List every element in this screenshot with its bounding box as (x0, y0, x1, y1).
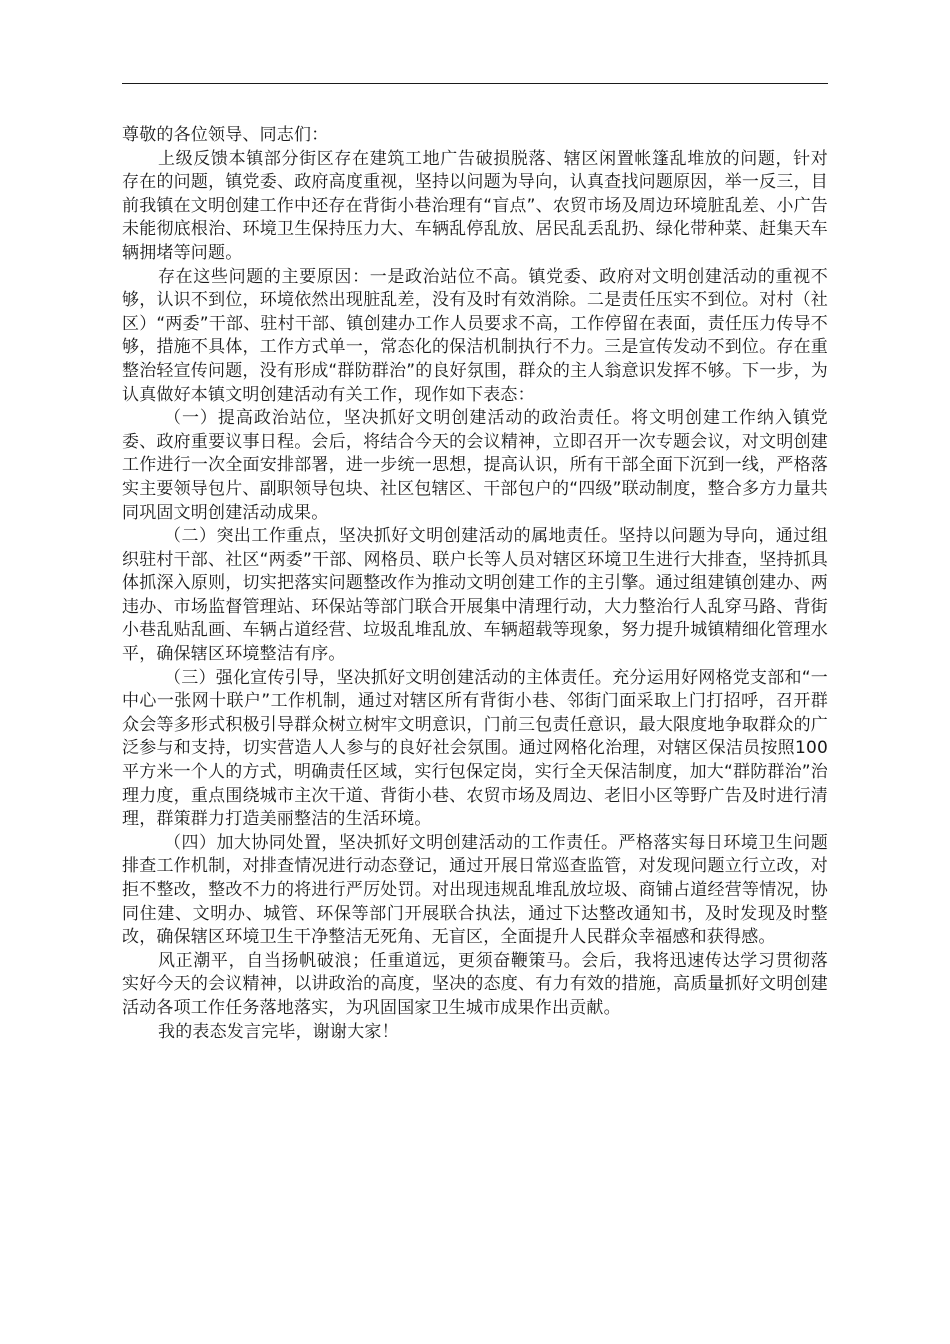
paragraph-causes: 存在这些问题的主要原因：一是政治站位不高。镇党委、政府对文明创建活动的重视不够，认识不到位，环境依然出现脏乱差，没有及时有效消除。二是责任压实不到位。对村（社区）“两委”干部、驻村干部、镇创建办工作人员要求不高，工作停留在表面，责任压力传导不够，措施不具体，工作方式单一，常态化的保洁机制执行不力。三是宣传发动不到位。存在重整治轻宣传问题，没有形成“群防群治”的良好氛围，群众的主人翁意识发挥不够。下一步，为认真做好本镇文明创建活动有关工作，现作如下表态： (122, 266, 829, 405)
document-body (122, 124, 828, 1044)
paragraph-problems: 上级反馈本镇部分街区存在建筑工地广告破损脱落、辖区闲置帐篷乱堆放的问题，针对存在的问题，镇党委、政府高度重视，坚持以问题为导向，认真查找问题原因，举一反三，目前我镇在文明创建工作中还存在背街小巷治理有“盲点”、农贸市场及周边环境脏乱差、小广告未能彻底根治、环境卫生保持压力大、车辆乱停乱放、居民乱丢乱扔、绿化带种菜、赶集天车辆拥堵等问题。 (122, 148, 829, 263)
paragraph-measure-1: （一）提高政治站位，坚决抓好文明创建活动的政治责任。将文明创建工作纳入镇党委、政府重要议事日程。会后，将结合今天的会议精神，立即召开一次专题会议，对文明创建工作进行一次全面安排部署，进一步统一思想，提高认识，所有干部全面下沉到一线，严格落实主要领导包片、副职领导包块、社区包辖区、干部包户的“四级”联动制度，整合多方力量共同巩固文明创建活动成果。 (122, 408, 829, 523)
header-rule (122, 83, 828, 84)
paragraph-conclusion: 风正潮平，自当扬帆破浪；任重道远，更须奋鞭策马。会后，我将迅速传达学习贯彻落实好今天的会议精神，以讲政治的高度，坚决的态度、有力有效的措施，高质量抓好文明创建活动各项工作任务落地落实，为巩固国家卫生城市成果作出贡献。 (122, 950, 828, 1018)
paragraph-measure-4: （四）加大协同处置，坚决抓好文明创建活动的工作责任。严格落实每日环境卫生问题排查工作机制，对排查情况进行动态登记，通过开展日常巡查监管，对发现问题立行立改，对拒不整改，整改不力的将进行严厉处罚。对出现违规乱堆乱放垃圾、商铺占道经营等情况，协同住建、文明办、城管、环保等部门开展联合执法，通过下达整改通知书，及时发现及时整改，确保辖区环境卫生干净整洁无死角、无盲区，全面提升人民群众幸福感和获得感。 (122, 832, 828, 948)
salutation: 尊敬的各位领导、同志们： (122, 125, 329, 145)
paragraph-measure-3: （三）强化宣传引导，坚决抓好文明创建活动的主体责任。充分运用好网格党支部和“一中心一张网十联户”工作机制，通过对辖区所有背街小巷、邻街门面采取上门打招呼，召开群众会等多形式积极引导群众树立树牢文明意识，门前三包责任意识，最大限度地争取群众的广泛参与和支持，切实营造人人参与的良好社会氛围。通过网格化治理，对辖区保洁员按照100平方米一个人的方式，明确责任区域，实行包保定岗，实行全天保洁制度，加大“群防群治”治理力度，重点围绕城市主次干道、背街小巷、农贸市场及周边、老旧小区等野广告及时进行清理，群策群力打造美丽整洁的生活环境。 (122, 667, 829, 830)
paragraph-measure-2: （二）突出工作重点，坚决抓好文明创建活动的属地责任。坚持以问题为导向，通过组织驻村干部、社区“两委”干部、网格员、联户长等人员对辖区环境卫生进行大排查，坚持抓具体抓深入原则，切实把落实问题整改作为推动文明创建工作的主引擎。通过组建镇创建办、两违办、市场监督管理站、环保站等部门联合开展集中清理行动，大力整治行人乱穿马路、背街小巷乱贴乱画、车辆占道经营、垃圾乱堆乱放、车辆超载等现象，努力提升城镇精细化管理水平，确保辖区环境整洁有序。 (122, 526, 829, 665)
paragraph-closing: 我的表态发言完毕，谢谢大家！ (158, 1021, 399, 1042)
